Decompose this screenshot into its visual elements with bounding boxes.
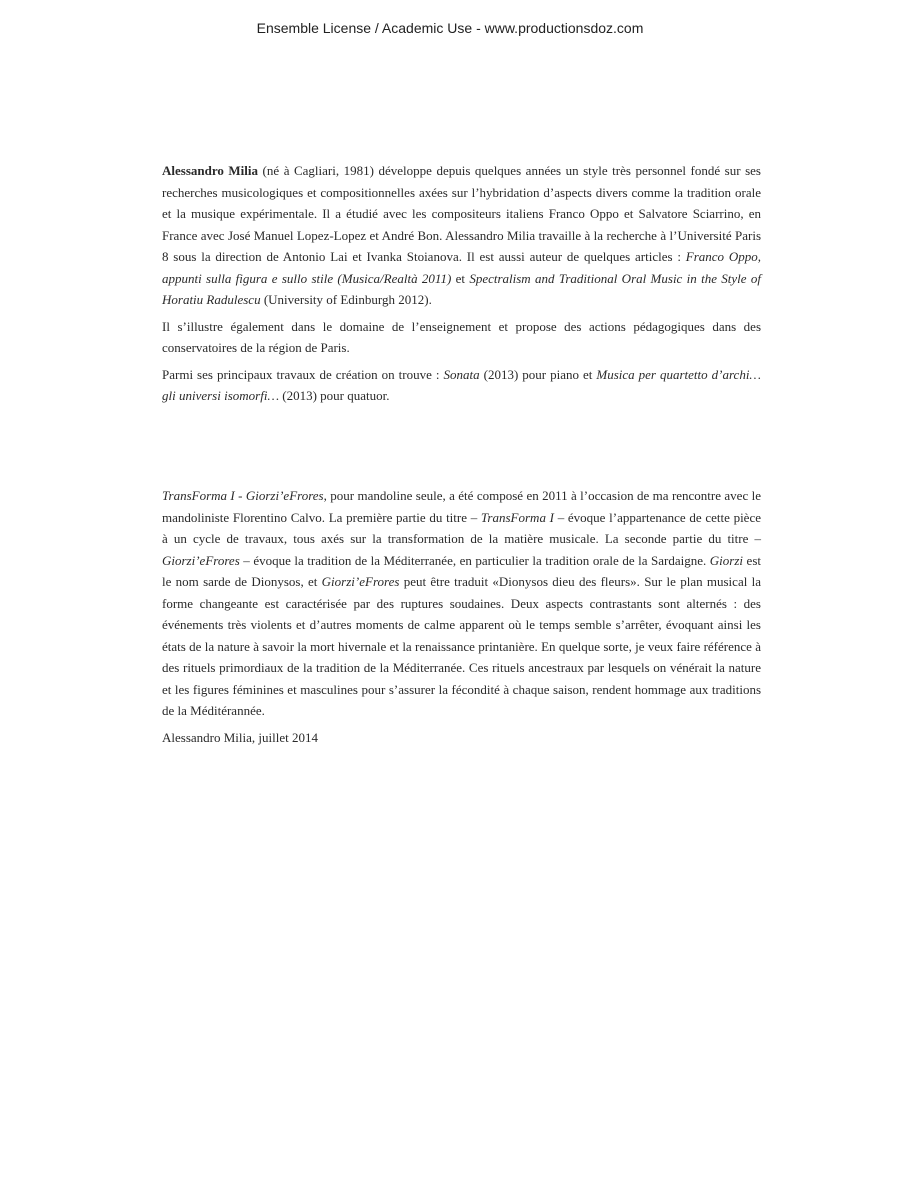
article-title-1: Franco Oppo, appunti sulla figura e sullo stile (Musica/Realtà 2011) [162,249,761,286]
biography-section [162,160,761,412]
biography-paragraph-1 [162,160,761,311]
bio-text: (University of Edinburgh 2012). [260,292,432,307]
biography-paragraph-2: Il s’illustre également dans le domaine de l’enseignement et propose des actions pédagogiques dans des conservatoires de la région de Paris. [162,318,761,355]
bio-text: (2013) pour quatuor. [279,388,390,403]
note-text: , pour mandoline seule, a été composé en 2011 à l’occasion de ma rencontre avec le mandoliniste Florentino Calvo. La première partie du titre – [162,488,762,525]
bio-text: et [451,270,470,286]
note-text: – évoque l’appartenance de cette pièce à un cycle de travaux, tous axés sur la transformation de la matière musicale. La seconde partie du titre – [162,509,761,546]
bio-text: Parmi ses principaux travaux de création on trouve : [162,366,444,382]
title-part: Giorzi’eFrores [162,552,240,568]
program-note-paragraph [162,485,761,722]
biography-paragraph-3 [162,364,761,407]
bio-text: (né à Cagliari, 1981) développe depuis quelques années un style très personnel fondé sur ses recherches musicologiques et compositionnelles axées sur l’hybridation d’aspects divers comme la tradition orale et la musique expérimentale. Il a étudié avec les compositeurs italiens Franco Oppo et Salvatore Sciarrino, en France avec José Manuel Lopez-Lopez et André Bon. Alessandro Milia travaille à la recherche à l’Université Paris 8 sous la direction de Antonio Lai et Ivanka Stoianova. Il est aussi auteur de quelques articles : [162,163,761,264]
signature: Alessandro Milia, juillet 2014 [162,729,318,745]
note-text: est le nom sarde de Dionysos, et [162,552,761,589]
work-title: Musica per quartetto d’archi… gli universi isomorfi… [162,366,761,403]
note-text: – évoque la tradition de la Méditerranée, en particulier la tradition orale de la Sardaigne. [239,552,710,568]
license-header: Ensemble License / Academic Use - www.productionsdoz.com [256,20,644,36]
program-note-section [162,485,761,753]
article-title-2: Spectralism and Traditional Oral Music in the Style of Horatiu Radulescu [162,270,761,307]
title-part: TransForma I [480,509,554,525]
note-text: peut être traduit «Dionysos dieu des fleurs». Sur le plan musical la forme changeante est caractérisée par des ruptures soudaines. Deux aspects contrastants sont alternés : des événements très violents et d’autres moments de calme apparent où le temps semble s’arrêter, évoquant ainsi les états de la nature à savoir la mort hivernale et la renaissance printanière. En quelque sorte, je veux faire référence à des rituels primordiaux de la tradition de la Méditerranée. Ces rituels ancestraux par lesquels on vénérait la nature et les figures féminines et masculines pour s’assurer la fécondité à chaque saison, rendent hommage aux traditions de la Méditérannée. [162,574,761,718]
composer-name: Alessandro Milia [162,163,259,178]
bio-text: (2013) pour piano et [479,366,597,382]
title-part: Giorzi’eFrores [321,574,400,589]
piece-title: TransForma I - Giorzi’eFrores [162,488,324,503]
title-part: Giorzi [709,552,744,568]
work-title: Sonata [443,366,480,382]
